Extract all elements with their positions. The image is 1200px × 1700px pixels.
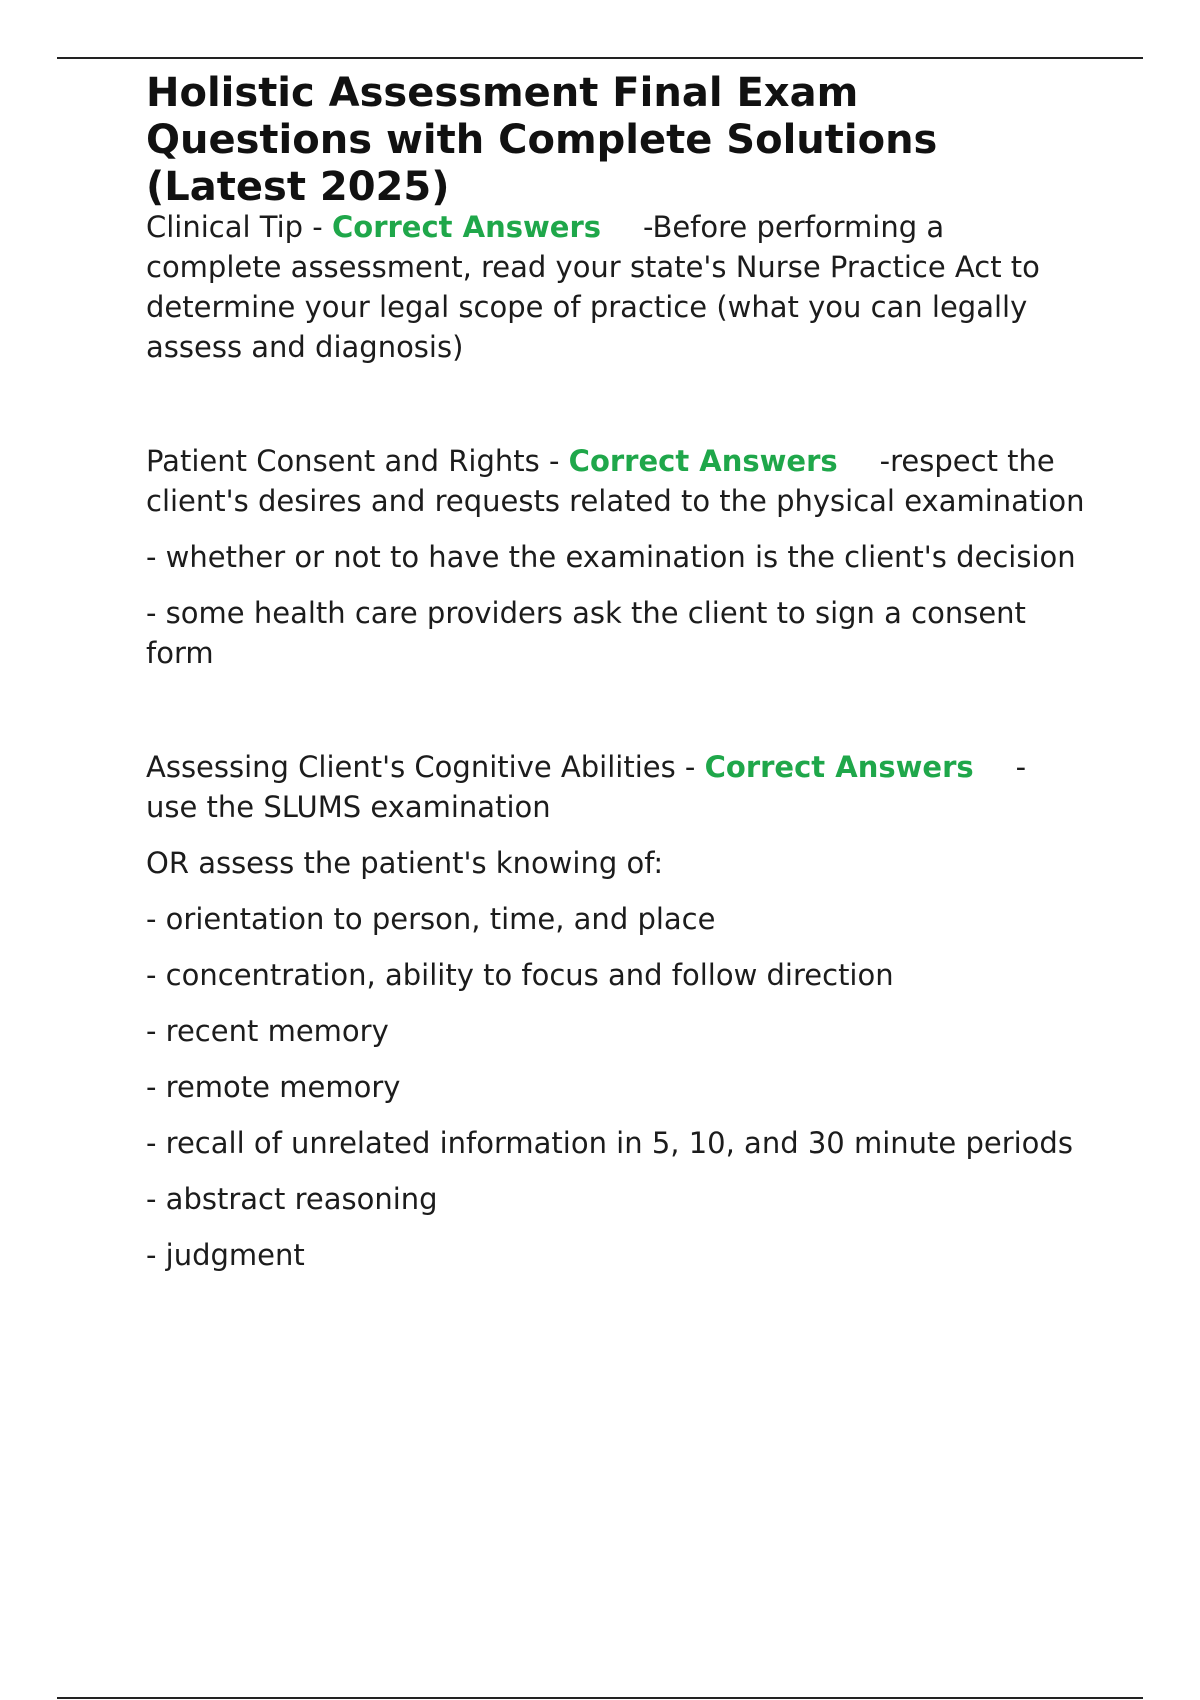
correct-answers-label: Correct Answers: [704, 750, 974, 784]
qa-first-line: Clinical Tip - Correct Answers -Before performing a complete assessment, read your state's Nurse Practice Act to determine your legal scope of practice (what you can legally assess and diagnosis): [146, 210, 1040, 364]
document-title: Holistic Assessment Final Exam Questions with Complete Solutions (Latest 2025): [146, 70, 938, 210]
correct-answers-label: Correct Answers: [568, 444, 838, 478]
qa-item-clinical-tip: [146, 207, 1086, 367]
correct-answers-label: Correct Answers: [332, 210, 602, 244]
qa-answer: -respect the client's desires and requests related to the physical examination: [146, 444, 1085, 518]
answer-line: - whether or not to have the examination is the client's decision: [146, 540, 1076, 574]
qa-answer: -Before performing a complete assessment, read your state's Nurse Practice Act to determine your legal scope of practice (what you can legally assess and diagnosis): [146, 210, 1040, 364]
qa-item-patient-consent: [146, 441, 1086, 673]
qa-answer: - use the SLUMS examination: [146, 750, 1027, 824]
qa-first-line: Assessing Client's Cognitive Abilities - Correct Answers - use the SLUMS examination: [146, 750, 1027, 824]
qa-term: Patient Consent and Rights: [146, 444, 540, 478]
answer-line: - remote memory: [146, 1070, 401, 1104]
document-body: [146, 70, 1086, 1275]
top-rule: [57, 57, 1143, 59]
answer-line: - abstract reasoning: [146, 1182, 438, 1216]
answer-line: - judgment: [146, 1238, 305, 1272]
qa-term: Clinical Tip: [146, 210, 304, 244]
bottom-rule: [57, 1697, 1143, 1699]
qa-item-cognitive-abilities: [146, 747, 1086, 1275]
answer-line: OR assess the patient's knowing of:: [146, 846, 664, 880]
answer-line: - some health care providers ask the client to sign a consent form: [146, 596, 1026, 670]
answer-line: - recent memory: [146, 1014, 389, 1048]
qa-first-line: Patient Consent and Rights - Correct Answers -respect the client's desires and requests related to the physical examination: [146, 444, 1085, 518]
answer-line: - concentration, ability to focus and follow direction: [146, 958, 894, 992]
answer-line: - recall of unrelated information in 5, 10, and 30 minute periods: [146, 1126, 1073, 1160]
answer-line: - orientation to person, time, and place: [146, 902, 716, 936]
qa-term: Assessing Client's Cognitive Abilities: [146, 750, 676, 784]
